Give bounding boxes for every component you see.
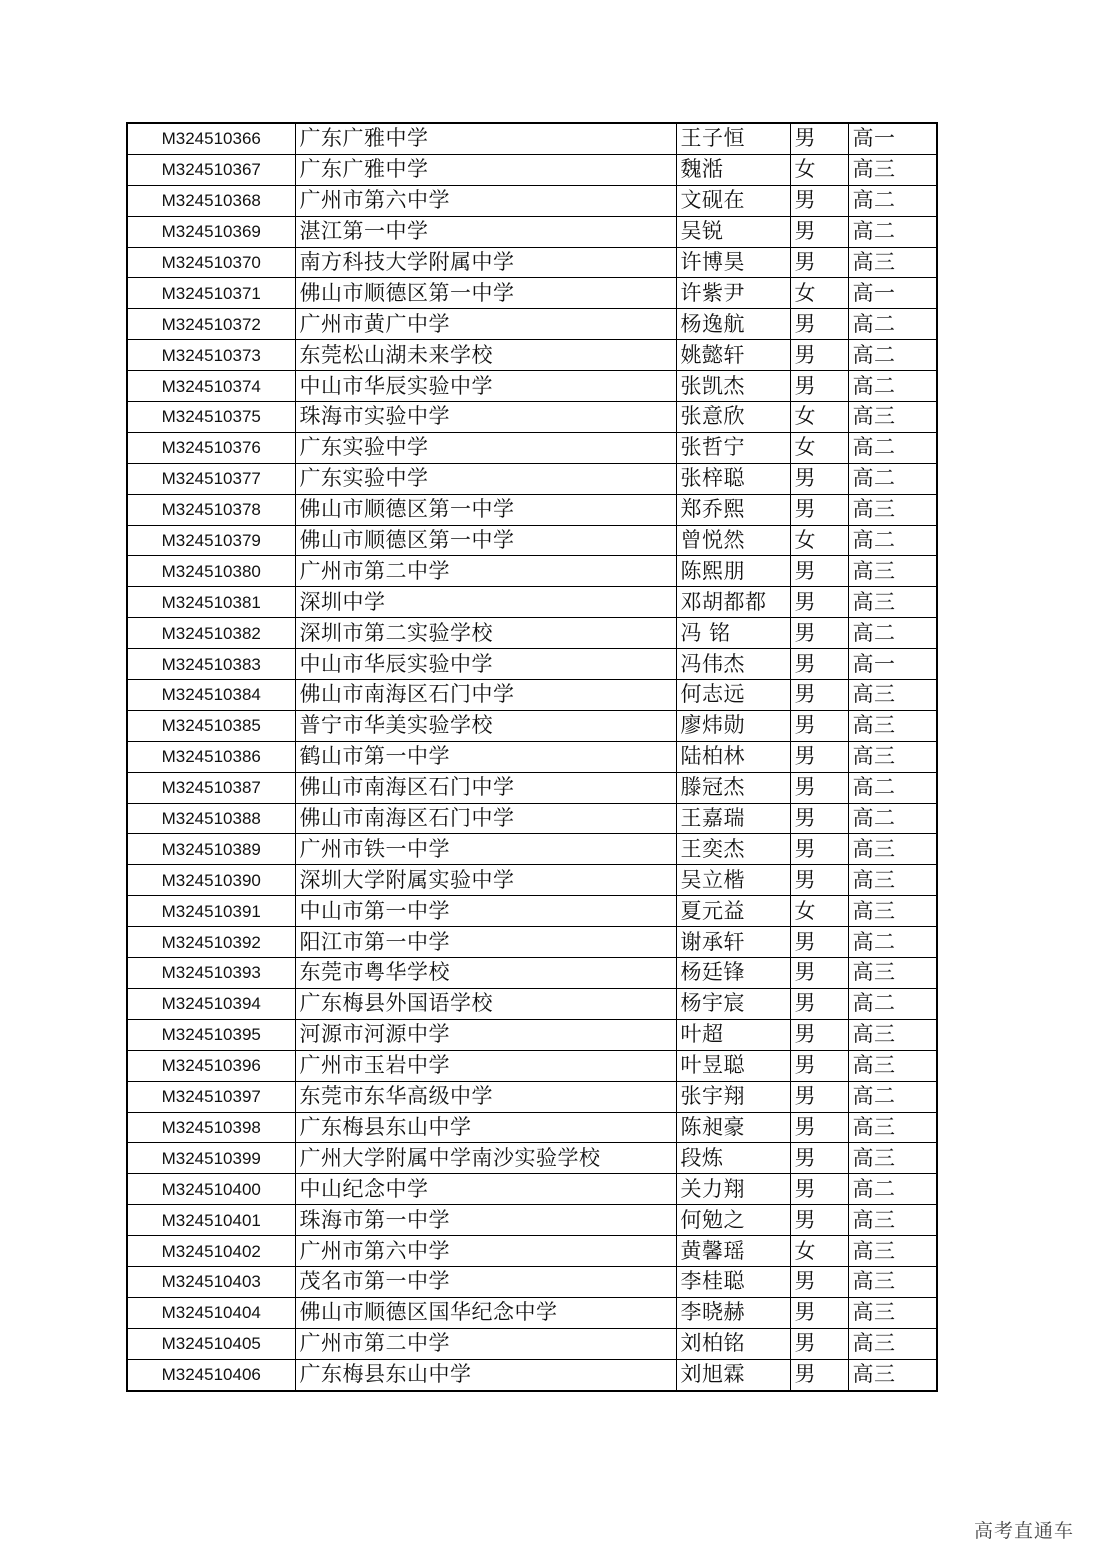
registration-id-cell: M324510393 [127,958,295,989]
gender-cell: 男 [790,123,848,154]
school-cell: 广东广雅中学 [295,123,676,154]
grade-cell: 高三 [848,1328,937,1359]
student-name-cell: 李晓赫 [676,1297,790,1328]
registration-id-cell: M324510394 [127,988,295,1019]
registration-id-cell: M324510380 [127,556,295,587]
registration-id-cell: M324510396 [127,1050,295,1081]
grade-cell: 高三 [848,1297,937,1328]
gender-cell: 男 [790,927,848,958]
registration-id-cell: M324510391 [127,896,295,927]
table-row [127,185,937,216]
table-row [127,432,937,463]
grade-cell: 高三 [848,402,937,433]
gender-cell: 男 [790,1266,848,1297]
school-cell: 广东梅县外国语学校 [295,988,676,1019]
gender-cell: 男 [790,340,848,371]
registration-id-cell: M324510401 [127,1205,295,1236]
student-name-cell: 叶超 [676,1019,790,1050]
gender-cell: 男 [790,1019,848,1050]
gender-cell: 男 [790,865,848,896]
student-name-cell: 张凯杰 [676,371,790,402]
grade-cell: 高三 [848,1143,937,1174]
grade-cell: 高二 [848,988,937,1019]
gender-cell: 男 [790,216,848,247]
table-row [127,1266,937,1297]
student-name-cell: 廖炜勋 [676,710,790,741]
gender-cell: 男 [790,1205,848,1236]
school-cell: 广东实验中学 [295,463,676,494]
gender-cell: 男 [790,834,848,865]
table-row [127,865,937,896]
registration-id-cell: M324510405 [127,1328,295,1359]
student-name-cell: 陈熙朋 [676,556,790,587]
gender-cell: 男 [790,680,848,711]
table-row [127,896,937,927]
grade-cell: 高二 [848,1081,937,1112]
school-cell: 普宁市华美实验学校 [295,710,676,741]
grade-cell: 高三 [848,247,937,278]
grade-cell: 高二 [848,340,937,371]
table-row [127,123,937,154]
school-cell: 佛山市南海区石门中学 [295,772,676,803]
table-row [127,278,937,309]
student-name-cell: 张意欣 [676,402,790,433]
gender-cell: 男 [790,309,848,340]
gender-cell: 男 [790,1359,848,1390]
grade-cell: 高三 [848,494,937,525]
gender-cell: 男 [790,649,848,680]
table-row [127,988,937,1019]
registration-id-cell: M324510378 [127,494,295,525]
grade-cell: 高三 [848,1266,937,1297]
student-name-cell: 吴锐 [676,216,790,247]
student-name-cell: 段炼 [676,1143,790,1174]
registration-id-cell: M324510377 [127,463,295,494]
student-name-cell: 关力翔 [676,1174,790,1205]
grade-cell: 高二 [848,618,937,649]
student-name-cell: 刘旭霖 [676,1359,790,1390]
student-name-cell: 张哲宁 [676,432,790,463]
school-cell: 佛山市顺德区第一中学 [295,278,676,309]
grade-cell: 高三 [848,741,937,772]
table-row [127,803,937,834]
student-name-cell: 王嘉瑞 [676,803,790,834]
gender-cell: 男 [790,463,848,494]
grade-cell: 高三 [848,896,937,927]
gender-cell: 男 [790,185,848,216]
grade-cell: 高三 [848,1019,937,1050]
student-name-cell: 郑乔熙 [676,494,790,525]
school-cell: 河源市河源中学 [295,1019,676,1050]
school-cell: 中山市华辰实验中学 [295,649,676,680]
student-name-cell: 陆柏林 [676,741,790,772]
student-name-cell: 李桂聪 [676,1266,790,1297]
registration-id-cell: M324510366 [127,123,295,154]
school-cell: 广州大学附属中学南沙实验学校 [295,1143,676,1174]
gender-cell: 女 [790,525,848,556]
student-name-cell: 姚懿轩 [676,340,790,371]
school-cell: 深圳市第二实验学校 [295,618,676,649]
student-list-table [126,122,938,1392]
gender-cell: 女 [790,896,848,927]
gender-cell: 男 [790,958,848,989]
table-row [127,1359,937,1390]
grade-cell: 高三 [848,154,937,185]
school-cell: 广东梅县东山中学 [295,1359,676,1390]
gender-cell: 女 [790,402,848,433]
student-name-cell: 陈昶豪 [676,1112,790,1143]
student-name-cell: 叶昱聪 [676,1050,790,1081]
registration-id-cell: M324510390 [127,865,295,896]
student-name-cell: 杨廷锋 [676,958,790,989]
table-row [127,494,937,525]
table-row [127,1297,937,1328]
student-name-cell: 张宇翔 [676,1081,790,1112]
student-name-cell: 黄馨瑶 [676,1236,790,1267]
table-row [127,1328,937,1359]
table-row [127,1143,937,1174]
gender-cell: 男 [790,1050,848,1081]
grade-cell: 高三 [848,865,937,896]
grade-cell: 高二 [848,185,937,216]
registration-id-cell: M324510384 [127,680,295,711]
gender-cell: 女 [790,278,848,309]
school-cell: 中山市第一中学 [295,896,676,927]
school-cell: 珠海市第一中学 [295,1205,676,1236]
student-name-cell: 曾悦然 [676,525,790,556]
grade-cell: 高二 [848,463,937,494]
gender-cell: 男 [790,371,848,402]
table-row [127,649,937,680]
school-cell: 广州市玉岩中学 [295,1050,676,1081]
gender-cell: 男 [790,741,848,772]
table-row [127,309,937,340]
grade-cell: 高二 [848,772,937,803]
gender-cell: 男 [790,1297,848,1328]
gender-cell: 男 [790,1328,848,1359]
school-cell: 广东梅县东山中学 [295,1112,676,1143]
school-cell: 东莞市粤华学校 [295,958,676,989]
table-row [127,1050,937,1081]
watermark-text: 高考直通车 [973,1520,1074,1542]
table-row [127,741,937,772]
gender-cell: 女 [790,432,848,463]
table-row [127,463,937,494]
school-cell: 东莞市东华高级中学 [295,1081,676,1112]
gender-cell: 男 [790,494,848,525]
gender-cell: 男 [790,710,848,741]
grade-cell: 高二 [848,309,937,340]
school-cell: 广州市铁一中学 [295,834,676,865]
registration-id-cell: M324510368 [127,185,295,216]
grade-cell: 高三 [848,1112,937,1143]
school-cell: 广州市第二中学 [295,1328,676,1359]
table-row [127,680,937,711]
school-cell: 东莞松山湖未来学校 [295,340,676,371]
school-cell: 佛山市南海区石门中学 [295,803,676,834]
grade-cell: 高二 [848,371,937,402]
student-name-cell: 魏湉 [676,154,790,185]
registration-id-cell: M324510382 [127,618,295,649]
table-row [127,216,937,247]
gender-cell: 男 [790,1143,848,1174]
registration-id-cell: M324510373 [127,340,295,371]
registration-id-cell: M324510388 [127,803,295,834]
grade-cell: 高一 [848,278,937,309]
registration-id-cell: M324510403 [127,1266,295,1297]
grade-cell: 高二 [848,525,937,556]
school-cell: 茂名市第一中学 [295,1266,676,1297]
registration-id-cell: M324510370 [127,247,295,278]
grade-cell: 高三 [848,834,937,865]
student-name-cell: 杨宇宸 [676,988,790,1019]
gender-cell: 女 [790,1236,848,1267]
gender-cell: 男 [790,1174,848,1205]
grade-cell: 高二 [848,216,937,247]
school-cell: 鹤山市第一中学 [295,741,676,772]
registration-id-cell: M324510385 [127,710,295,741]
school-cell: 佛山市顺德区第一中学 [295,494,676,525]
grade-cell: 高三 [848,587,937,618]
table-row [127,587,937,618]
school-cell: 广东广雅中学 [295,154,676,185]
table-row [127,1081,937,1112]
table-row [127,927,937,958]
gender-cell: 女 [790,154,848,185]
school-cell: 广东实验中学 [295,432,676,463]
table-row [127,556,937,587]
registration-id-cell: M324510376 [127,432,295,463]
table-row [127,772,937,803]
student-name-cell: 王奕杰 [676,834,790,865]
grade-cell: 高二 [848,432,937,463]
grade-cell: 高二 [848,803,937,834]
grade-cell: 高一 [848,649,937,680]
table-row [127,1236,937,1267]
table-row [127,371,937,402]
grade-cell: 高三 [848,556,937,587]
school-cell: 深圳大学附属实验中学 [295,865,676,896]
registration-id-cell: M324510374 [127,371,295,402]
registration-id-cell: M324510399 [127,1143,295,1174]
student-name-cell: 何志远 [676,680,790,711]
table-row [127,618,937,649]
gender-cell: 男 [790,618,848,649]
grade-cell: 高三 [848,710,937,741]
school-cell: 佛山市顺德区国华纪念中学 [295,1297,676,1328]
student-name-cell: 许紫尹 [676,278,790,309]
grade-cell: 高三 [848,1236,937,1267]
registration-id-cell: M324510404 [127,1297,295,1328]
table-row [127,1174,937,1205]
registration-id-cell: M324510367 [127,154,295,185]
school-cell: 广州市第二中学 [295,556,676,587]
student-name-cell: 许博昊 [676,247,790,278]
student-name-cell: 杨逸航 [676,309,790,340]
table-row [127,340,937,371]
grade-cell: 高三 [848,1050,937,1081]
school-cell: 珠海市实验中学 [295,402,676,433]
registration-id-cell: M324510381 [127,587,295,618]
school-cell: 佛山市南海区石门中学 [295,680,676,711]
table-row [127,710,937,741]
registration-id-cell: M324510375 [127,402,295,433]
grade-cell: 高二 [848,927,937,958]
student-name-cell: 吴立楷 [676,865,790,896]
student-name-cell: 何勉之 [676,1205,790,1236]
table-row [127,834,937,865]
gender-cell: 男 [790,1112,848,1143]
school-cell: 广州市第六中学 [295,185,676,216]
student-name-cell: 刘柏铭 [676,1328,790,1359]
student-name-cell: 夏元益 [676,896,790,927]
gender-cell: 男 [790,803,848,834]
student-name-cell: 滕冠杰 [676,772,790,803]
grade-cell: 高三 [848,680,937,711]
grade-cell: 高三 [848,1359,937,1390]
registration-id-cell: M324510383 [127,649,295,680]
grade-cell: 高二 [848,1174,937,1205]
gender-cell: 男 [790,772,848,803]
grade-cell: 高一 [848,123,937,154]
registration-id-cell: M324510372 [127,309,295,340]
student-list-body [127,123,937,1391]
registration-id-cell: M324510379 [127,525,295,556]
registration-id-cell: M324510395 [127,1019,295,1050]
registration-id-cell: M324510392 [127,927,295,958]
gender-cell: 男 [790,988,848,1019]
table-row [127,1205,937,1236]
school-cell: 深圳中学 [295,587,676,618]
table-row [127,525,937,556]
table-row [127,1019,937,1050]
school-cell: 南方科技大学附属中学 [295,247,676,278]
school-cell: 佛山市顺德区第一中学 [295,525,676,556]
school-cell: 阳江市第一中学 [295,927,676,958]
gender-cell: 男 [790,1081,848,1112]
grade-cell: 高三 [848,1205,937,1236]
student-name-cell: 谢承轩 [676,927,790,958]
gender-cell: 男 [790,587,848,618]
registration-id-cell: M324510402 [127,1236,295,1267]
student-name-cell: 张梓聪 [676,463,790,494]
registration-id-cell: M324510406 [127,1359,295,1390]
registration-id-cell: M324510371 [127,278,295,309]
table-row [127,154,937,185]
school-cell: 中山市华辰实验中学 [295,371,676,402]
student-name-cell: 王子恒 [676,123,790,154]
table-row [127,402,937,433]
gender-cell: 男 [790,247,848,278]
table-row [127,1112,937,1143]
school-cell: 广州市第六中学 [295,1236,676,1267]
table-row [127,247,937,278]
table-row [127,958,937,989]
registration-id-cell: M324510398 [127,1112,295,1143]
school-cell: 湛江第一中学 [295,216,676,247]
registration-id-cell: M324510400 [127,1174,295,1205]
student-name-cell: 文砚在 [676,185,790,216]
registration-id-cell: M324510386 [127,741,295,772]
school-cell: 中山纪念中学 [295,1174,676,1205]
grade-cell: 高三 [848,958,937,989]
student-name-cell: 邓胡都都 [676,587,790,618]
school-cell: 广州市黄广中学 [295,309,676,340]
registration-id-cell: M324510389 [127,834,295,865]
registration-id-cell: M324510369 [127,216,295,247]
registration-id-cell: M324510387 [127,772,295,803]
student-name-cell: 冯 铭 [676,618,790,649]
student-name-cell: 冯伟杰 [676,649,790,680]
gender-cell: 男 [790,556,848,587]
registration-id-cell: M324510397 [127,1081,295,1112]
